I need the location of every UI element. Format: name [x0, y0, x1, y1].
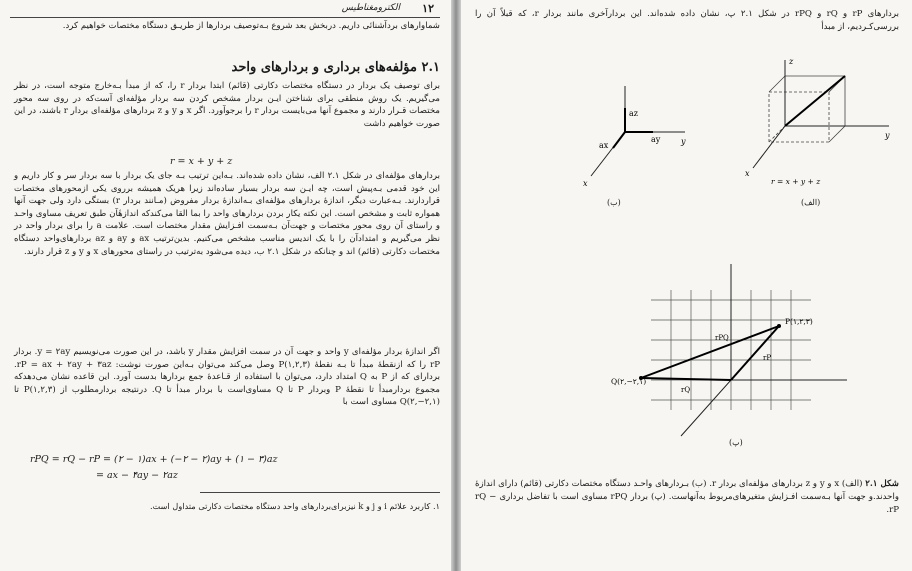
- figure-c-label: (پ): [729, 438, 743, 447]
- figure-a-label: (الف): [801, 198, 821, 207]
- right-top-paragraph: بردارهای rP و rQ و rPQ در شکل ۲.۱ پ، نشان داده شده‌اند. این بردارآخری مانند بردار r، که قبلاً آن را بررسی‌کـردیم، از مبدأ: [475, 9, 899, 32]
- equation-2-line-2: = ax − ۴ay − ۲az: [96, 470, 178, 481]
- point-p-label: P(۱,۲,۳): [785, 317, 813, 326]
- running-title: الکترومغناطیس: [341, 3, 400, 13]
- y-axis-label: y: [681, 137, 686, 146]
- x-axis-label-a: x: [745, 169, 750, 178]
- x-axis-label: x: [583, 179, 588, 188]
- paragraph-3: اگر اندازهٔ بردار مؤلفه‌ای y واحد و جهت آن در سمت افزایش مقدار y باشد، در این صورت می‌نویسیم y = ۲ay. بردار rP را که ازنقطهٔ مبدأ تا بـه نقطهٔ P(۱,۲,۳) وصل می‌کند می‌توان بـه‌این صورت نوشت: rP = ax + ۲ay + ۳az. بردارای که از P به Q امتداد دارد، می‌توان با استفاده از قـاعدهٔ جمع بردارها بدست آورد. این قاعده نشان می‌دهدکه مجموع بردارمبدأ تا نقطهٔ P وبردار P تا Q مساوی‌است با بردار مبدأ تا Q. درنتیجه بردارمطلوب از P(۱,۲,۳) تا Q(۲,−۲,۱) مساوی است با: [14, 347, 440, 408]
- figure-component-vectors: [739, 52, 899, 192]
- point-p-marker: [777, 324, 781, 328]
- figure-unit-vectors: [581, 80, 691, 200]
- x-axis-a: [753, 126, 785, 168]
- rp-label: rP: [763, 354, 772, 362]
- paragraph-2: بردارهای مؤلفه‌ای در شکل ۲.۱ الف، نشان داده شده‌اند. بـه‌این ترتیب بـه جای یک بردار با سه بردار سر و کار داریم و این خود قدمی بـه‌پیش است، چه ایـن سه بردار بسیار ساده‌اند زیرا هریک همیشه برروی یکی ازمحورهای مختصات قراردارند. بـه‌عبارت دیگر، اندازهٔ بردارهای مؤلفه‌ای بـه‌اندازهٔ بردار مفروض (مـانند بردار r) بستگی دارد ولی جهت آنها همواره ثابت و مشخص است. این نکته یکار بردن بردارهای واحد را بما القا می‌کندکه اندازهٔآن طبق تعریف مساوی واحـد و راستای آن روی محور مختصات و جهت‌آن بـه‌سمت افـزایش مقدار مختصات است. علامت a را برای بردار واحد در نظر می‌گیریم و امتدادآن را با یک اندیس مناسب مشخص می‌کنیم. بدین‌ترتیب ax و ay و az بردارهای‌واحد دستگاه مختصات دکارتی (قائم) اند و چنانکه در شکل ۲.۱ ب، دیده می‌شود به‌ترتیب در راستای محورهای x و y و z قرار دارند.: [14, 171, 441, 257]
- rpq-label: rPQ: [715, 334, 729, 342]
- intro-paragraph: شماوارهای بردآشنائی داریم. دربخش بعد شروع بـه‌توصیف بردارها از طریـق دستگاه مختصات خواهیم کرد.: [62, 21, 440, 31]
- rq-label: rQ: [681, 386, 691, 394]
- y-axis-label-a: y: [885, 131, 890, 140]
- caption-figure-number: شکل ۲.۱: [865, 479, 899, 489]
- ax-vector: [613, 132, 625, 148]
- footnote: ۱. کاربرد علائم i و j و k نیزبرای‌بردارهای واحد دستگاه مختصات دکارتی متداول است.: [150, 501, 440, 511]
- running-header: [10, 2, 440, 16]
- right-page: [461, 0, 912, 571]
- book-gutter: [451, 0, 461, 571]
- figure-caption: [475, 478, 899, 517]
- ay-label: ay: [651, 135, 661, 144]
- equation-2-line-1: rPQ = rQ − rP = (۲ − ۱)ax + (−۲ − ۲)ay + (۱ − ۳)az: [30, 454, 278, 465]
- left-page: [0, 0, 451, 571]
- footnote-rule: [200, 492, 440, 493]
- figure-b-label: (ب): [607, 198, 621, 207]
- figure-vector-pq: [611, 260, 851, 440]
- az-label: az: [629, 109, 638, 118]
- equation-1: r = x + y + z: [170, 156, 233, 167]
- caption-text: (الف) x و y و z بردارهای مؤلفه‌ای بردار r. (ب) بـردارهای واحـد دستگاه مختصات دکارتی (قائم) دارای اندازهٔ واحدند.و جهت آنها بـه‌سمت افـزایش متغیرهای‌مربوط به‌آنهاست. (پ) بردار rPQ مساوی است با تفاضل برداری rQ − rP.: [475, 479, 899, 515]
- r-vector: [785, 76, 845, 126]
- paragraph-1: برای توصیف یک بردار در دستگاه مختصات دکارتی (قائم) ابتدا بردار r را، که از مبدأ بـه‌خارج متوجه است، در نظر می‌گیریم. یک روش منطقی برای شناختن ایـن بردار مشخص کردن سه بردار مؤلفه‌ای آست‌که در روی سه محور مختصات قـرار دارند و مجموع آنها می‌بایست بردار r را برجوآورد. اگر x و y و z بردارهای مؤلفه‌ای بردار r باشند، در این صورت خواهیم داشت: [14, 81, 441, 129]
- page-number: ۱۲: [422, 2, 434, 15]
- header-rule: [10, 17, 440, 18]
- point-q-label: Q(۲,−۲,۱): [611, 377, 647, 386]
- rpq-vector: [641, 326, 779, 378]
- ax-label: ax: [599, 141, 609, 150]
- section-heading: ۲.۱ مؤلفه‌های برداری و بردارهای واحد: [231, 60, 440, 75]
- z-axis-label-a: z: [789, 57, 794, 66]
- figure-a-equation: r = x + y + z: [771, 177, 821, 186]
